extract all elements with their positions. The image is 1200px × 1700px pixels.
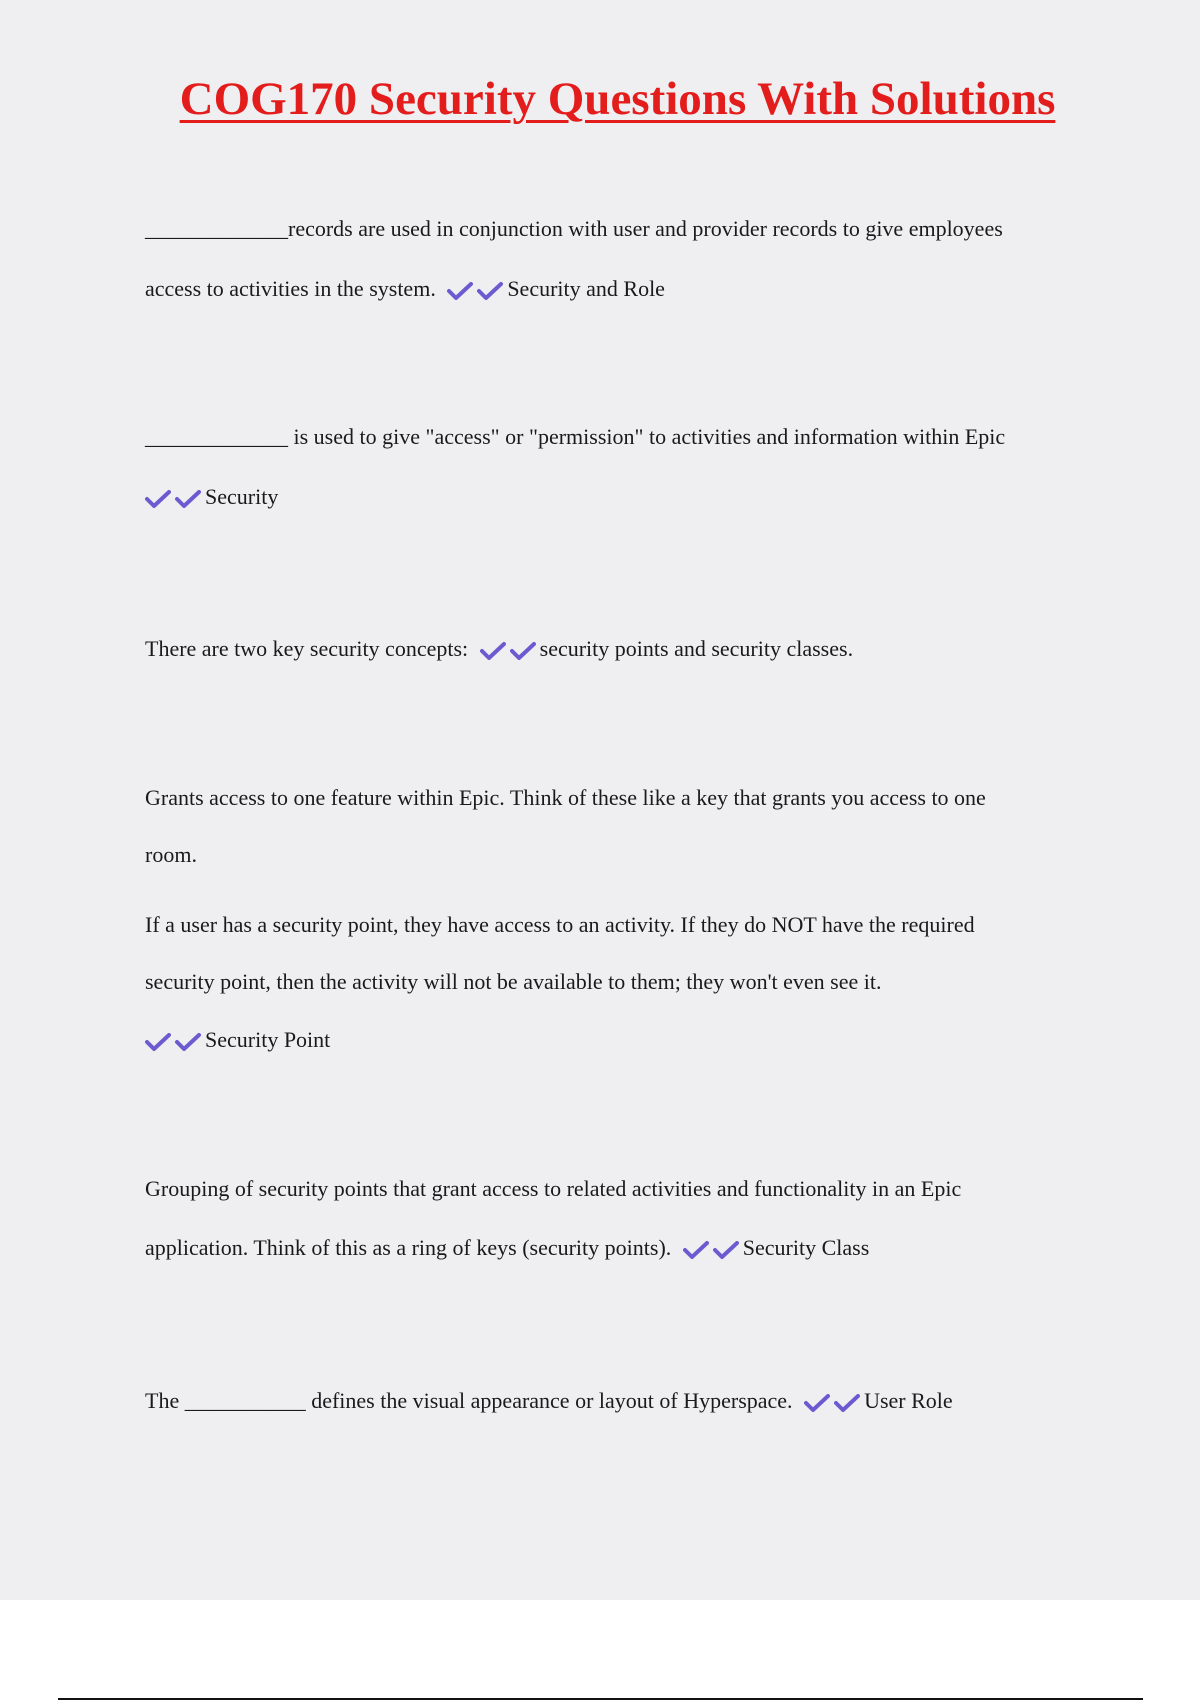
check-icon xyxy=(804,1393,830,1413)
question-2-text-1: is used to give "access" or "permission" to activities and information within Epic xyxy=(288,424,1006,449)
question-4-text-4: security point, then the activity will not be available to them; they won't even see it. xyxy=(145,969,882,994)
check-icon xyxy=(477,281,503,301)
answer-checkmarks xyxy=(145,484,205,510)
answer-checkmarks xyxy=(480,636,540,662)
question-1-text-1: records are used in conjunction with user and provider records to give employees xyxy=(288,216,1003,241)
check-icon xyxy=(713,1240,739,1260)
check-icon xyxy=(510,641,536,661)
question-4-text-3: If a user has a security point, they have access to an activity. If they do NOT have the required xyxy=(145,912,975,937)
question-5-line-2 xyxy=(145,1235,1105,1261)
question-1-line-1 xyxy=(145,216,1105,242)
answer-3: security points and security classes. xyxy=(539,636,854,661)
question-5-text-1: Grouping of security points that grant access to related activities and functionality in an Epic xyxy=(145,1176,962,1201)
answer-checkmarks xyxy=(804,1388,864,1414)
check-icon xyxy=(175,489,201,509)
answer-checkmarks xyxy=(683,1235,743,1261)
question-3-text-1: There are two key security concepts: xyxy=(145,636,469,661)
question-4-line-1 xyxy=(145,785,1105,811)
answer-checkmarks xyxy=(447,276,507,302)
question-4-line-5 xyxy=(145,1027,1105,1053)
question-1-blank: _____________ xyxy=(145,216,288,241)
answer-1: Security and Role xyxy=(507,276,665,301)
question-4-line-2 xyxy=(145,842,1105,868)
answer-checkmarks xyxy=(145,1027,205,1053)
answer-6: User Role xyxy=(864,1388,953,1413)
question-4-text-1: Grants access to one feature within Epic. Think of these like a key that grants you access to one xyxy=(145,785,986,810)
answer-4: Security Point xyxy=(205,1027,331,1052)
check-icon xyxy=(447,281,473,301)
question-3-line-1 xyxy=(145,636,1105,662)
question-1-line-2 xyxy=(145,276,1105,302)
question-6-pre: The xyxy=(145,1388,185,1413)
question-1-text-2: access to activities in the system. xyxy=(145,276,436,301)
question-4-text-2: room. xyxy=(145,842,197,867)
check-icon xyxy=(145,1032,171,1052)
question-5-line-1 xyxy=(145,1176,1105,1202)
question-2-blank: _____________ xyxy=(145,424,288,449)
question-6-blank: ___________ xyxy=(184,1388,306,1413)
answer-2: Security xyxy=(205,484,279,509)
question-6-line-1 xyxy=(145,1388,1105,1414)
question-6-post: defines the visual appearance or layout of Hyperspace. xyxy=(305,1388,793,1413)
question-5-text-2: application. Think of this as a ring of keys (security points). xyxy=(145,1235,672,1260)
check-icon xyxy=(683,1240,709,1260)
check-icon xyxy=(145,489,171,509)
check-icon xyxy=(480,641,506,661)
check-icon xyxy=(175,1032,201,1052)
question-2-line-2 xyxy=(145,484,1105,510)
question-4-line-3 xyxy=(145,912,1105,938)
document-title: COG170 Security Questions With Solutions xyxy=(179,73,1056,125)
answer-5: Security Class xyxy=(742,1235,870,1260)
question-4-line-4 xyxy=(145,969,1105,995)
question-2-line-1 xyxy=(145,424,1105,450)
check-icon xyxy=(834,1393,860,1413)
